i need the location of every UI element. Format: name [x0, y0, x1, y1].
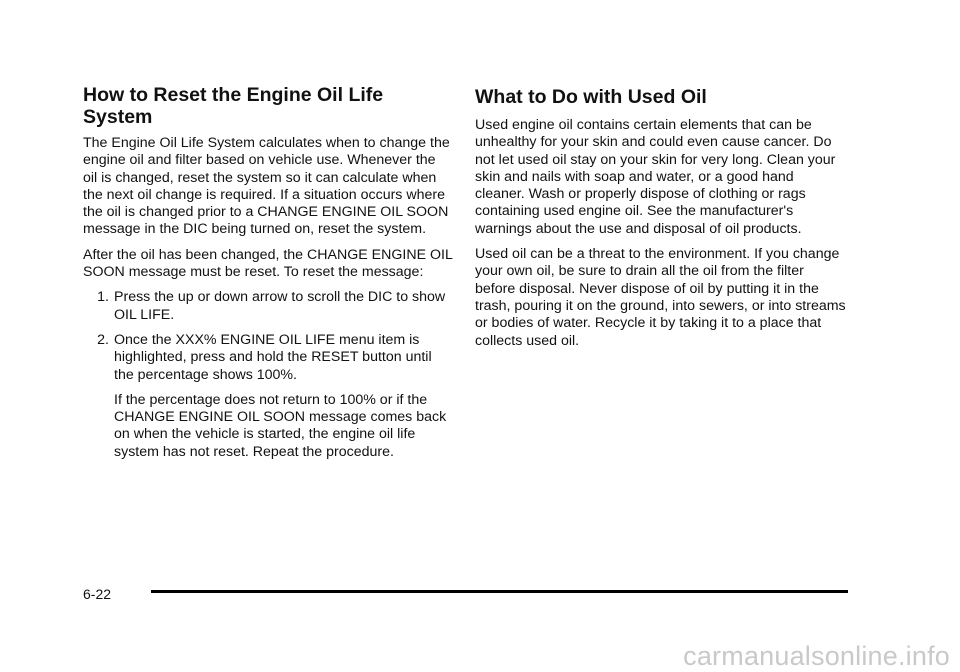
step-1: [83, 289, 453, 324]
page-number: 6-22: [83, 586, 112, 602]
step-number: 1.: [97, 289, 109, 306]
step-2: [83, 332, 453, 461]
reset-oil-life-heading: How to Reset the Engine Oil Life System: [83, 84, 384, 128]
watermark: carmanualsonline.info: [683, 641, 950, 671]
oil-life-intro-paragraph: The Engine Oil Life System calculates when to change the engine oil and filter based on vehicle use. Whenever the oil is changed, reset the system so it can calculate when the next oil change is required. If a situation occurs where the oil is changed prior to a CHANGE ENGINE OIL SOON message in the DIC being turned on, reset the system.: [83, 135, 450, 238]
used-oil-environment-paragraph: Used oil can be a threat to the environment. If you change your own oil, be sure to drain all the oil from the filter before disposal. Never dispose of oil by putting it in the trash, pouring it on the ground, into sewers, or into streams or bodies of water. Recycle it by taking it to a place that collects used oil.: [475, 246, 846, 349]
step-text: Once the XXX% ENGINE OIL LIFE menu item is highlighted, press and hold the RESET button until the percentage shows 100%.: [114, 331, 432, 383]
step-number: 2.: [97, 331, 109, 348]
reset-steps-list: [83, 289, 453, 461]
step-2-note: If the percentage does not return to 100% or if the CHANGE ENGINE OIL SOON message comes back on when the vehicle is started, the engine oil life system has not reset. Repeat the procedure.: [114, 391, 447, 460]
right-column: [475, 84, 847, 358]
footer-rule: [151, 590, 848, 593]
used-oil-heading: What to Do with Used Oil: [475, 86, 707, 108]
step-text: Press the up or down arrow to scroll the DIC to show OIL LIFE.: [114, 289, 446, 323]
reset-instructions-paragraph: After the oil has been changed, the CHANGE ENGINE OIL SOON message must be reset. To reset the message:: [83, 246, 453, 281]
used-oil-health-paragraph: Used engine oil contains certain elements that can be unhealthy for your skin and could even cause cancer. Do not let used oil stay on your skin for very long. Clean your skin and nails with soap and water, or a good hand cleaner. Wash or properly dispose of clothing or rags containing used engine oil. See the manufacturer's warnings about the use and disposal of oil products.: [475, 117, 836, 237]
left-column: [83, 84, 453, 469]
